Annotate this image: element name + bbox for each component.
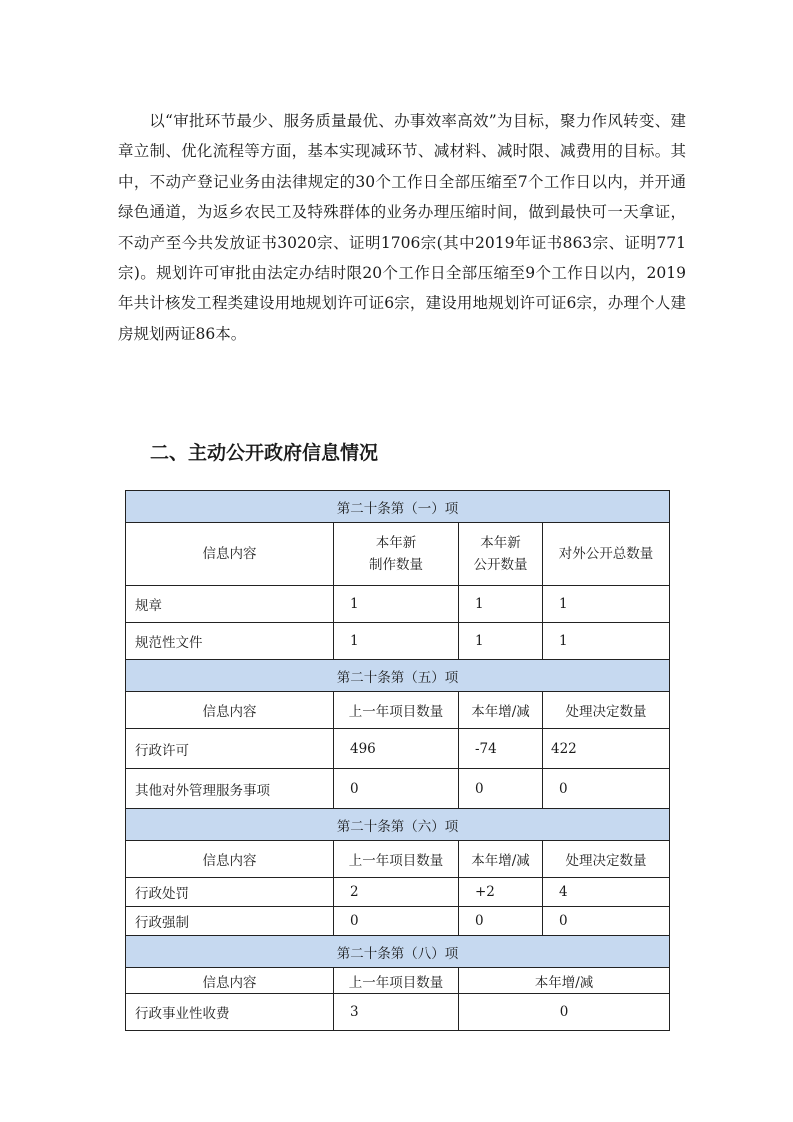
row-change: +2 — [459, 878, 543, 907]
header-new-made-line1: 本年新 — [375, 535, 417, 551]
row-published: 1 — [459, 586, 543, 623]
section-row-5 — [126, 660, 670, 692]
row-change: 0 — [459, 769, 543, 809]
header-row-5 — [126, 692, 670, 729]
header-year-change: 本年增/减 — [459, 692, 543, 729]
row-name: 行政事业性收费 — [126, 994, 334, 1031]
row-published: 1 — [459, 623, 543, 660]
row-prev: 0 — [334, 907, 459, 936]
table-row — [126, 878, 670, 907]
row-decision: 0 — [543, 769, 670, 809]
row-name: 规范性文件 — [126, 623, 334, 660]
intro-paragraph-text: 以“审批环节最少、服务质量最优、办事效率高效”为目标，聚力作风转变、建章立制、优化流程等方面，基本实现减环节、减材料、减时限、减费用的目标。其中，不动产登记业务由法律规定的30个工作日全部压缩至7个工作日以内，并开通绿色通道，为返乡农民工及特殊群体的业务办理压缩时间，做到最快可一天拿证，不动产至今共发放证书3020宗、证明1706宗(其中2019年证书863宗、证明771宗)。规划许可审批由法定办结时限20个工作日全部压缩至9个工作日以内，2019年共计核发工程类建设用地规划许可证6宗，建设用地规划许可证6宗，办理个人建房规划两证86本。 — [118, 112, 686, 343]
row-change: 0 — [459, 907, 543, 936]
section-title-5: 第二十条第（五）项 — [126, 660, 670, 692]
header-prev-year-count: 上一年项目数量 — [334, 968, 459, 994]
header-new-made-line2: 制作数量 — [369, 557, 423, 573]
header-prev-year-count: 上一年项目数量 — [334, 692, 459, 729]
row-decision: 422 — [543, 729, 670, 769]
header-year-change: 本年增/减 — [459, 968, 670, 994]
header-row-8 — [126, 968, 670, 994]
row-name: 行政许可 — [126, 729, 334, 769]
row-change: -74 — [459, 729, 543, 769]
table-row — [126, 994, 670, 1031]
header-info-content: 信息内容 — [126, 841, 334, 878]
header-total-published: 对外公开总数量 — [543, 523, 670, 586]
header-year-change: 本年增/减 — [459, 841, 543, 878]
header-decision-count: 处理决定数量 — [543, 841, 670, 878]
section-title-6: 第二十条第（六）项 — [126, 809, 670, 841]
table-row — [126, 907, 670, 936]
section-row-8 — [126, 936, 670, 968]
header-info-content: 信息内容 — [126, 523, 334, 586]
row-made: 1 — [334, 586, 459, 623]
row-prev: 0 — [334, 769, 459, 809]
section-row-1 — [126, 491, 670, 523]
row-change: 0 — [459, 994, 670, 1031]
table-row — [126, 586, 670, 623]
header-new-published-count — [459, 523, 543, 586]
header-decision-count: 处理决定数量 — [543, 692, 670, 729]
table-row — [126, 729, 670, 769]
header-row-1 — [126, 523, 670, 586]
row-decision: 0 — [543, 907, 670, 936]
header-prev-year-count: 上一年项目数量 — [334, 841, 459, 878]
section-title-1: 第二十条第（一）项 — [126, 491, 670, 523]
row-prev: 496 — [334, 729, 459, 769]
table-row — [126, 769, 670, 809]
row-name: 规章 — [126, 586, 334, 623]
disclosure-table — [125, 490, 670, 1031]
row-total: 1 — [543, 623, 670, 660]
header-new-published-line1: 本年新 — [480, 535, 521, 551]
row-made: 1 — [334, 623, 459, 660]
row-name: 行政处罚 — [126, 878, 334, 907]
section-title-8: 第二十条第（八）项 — [126, 936, 670, 968]
header-info-content: 信息内容 — [126, 692, 334, 729]
section-heading: 二、主动公开政府信息情况 — [150, 442, 379, 464]
row-name: 行政强制 — [126, 907, 334, 936]
row-decision: 4 — [543, 878, 670, 907]
header-new-made-count — [334, 523, 459, 586]
header-new-published-line2: 公开数量 — [473, 557, 528, 573]
row-name: 其他对外管理服务事项 — [126, 769, 334, 809]
row-prev: 2 — [334, 878, 459, 907]
header-info-content: 信息内容 — [126, 968, 334, 994]
intro-paragraph — [118, 106, 686, 349]
row-prev: 3 — [334, 994, 459, 1031]
table-row — [126, 623, 670, 660]
row-total: 1 — [543, 586, 670, 623]
header-row-6 — [126, 841, 670, 878]
section-row-6 — [126, 809, 670, 841]
